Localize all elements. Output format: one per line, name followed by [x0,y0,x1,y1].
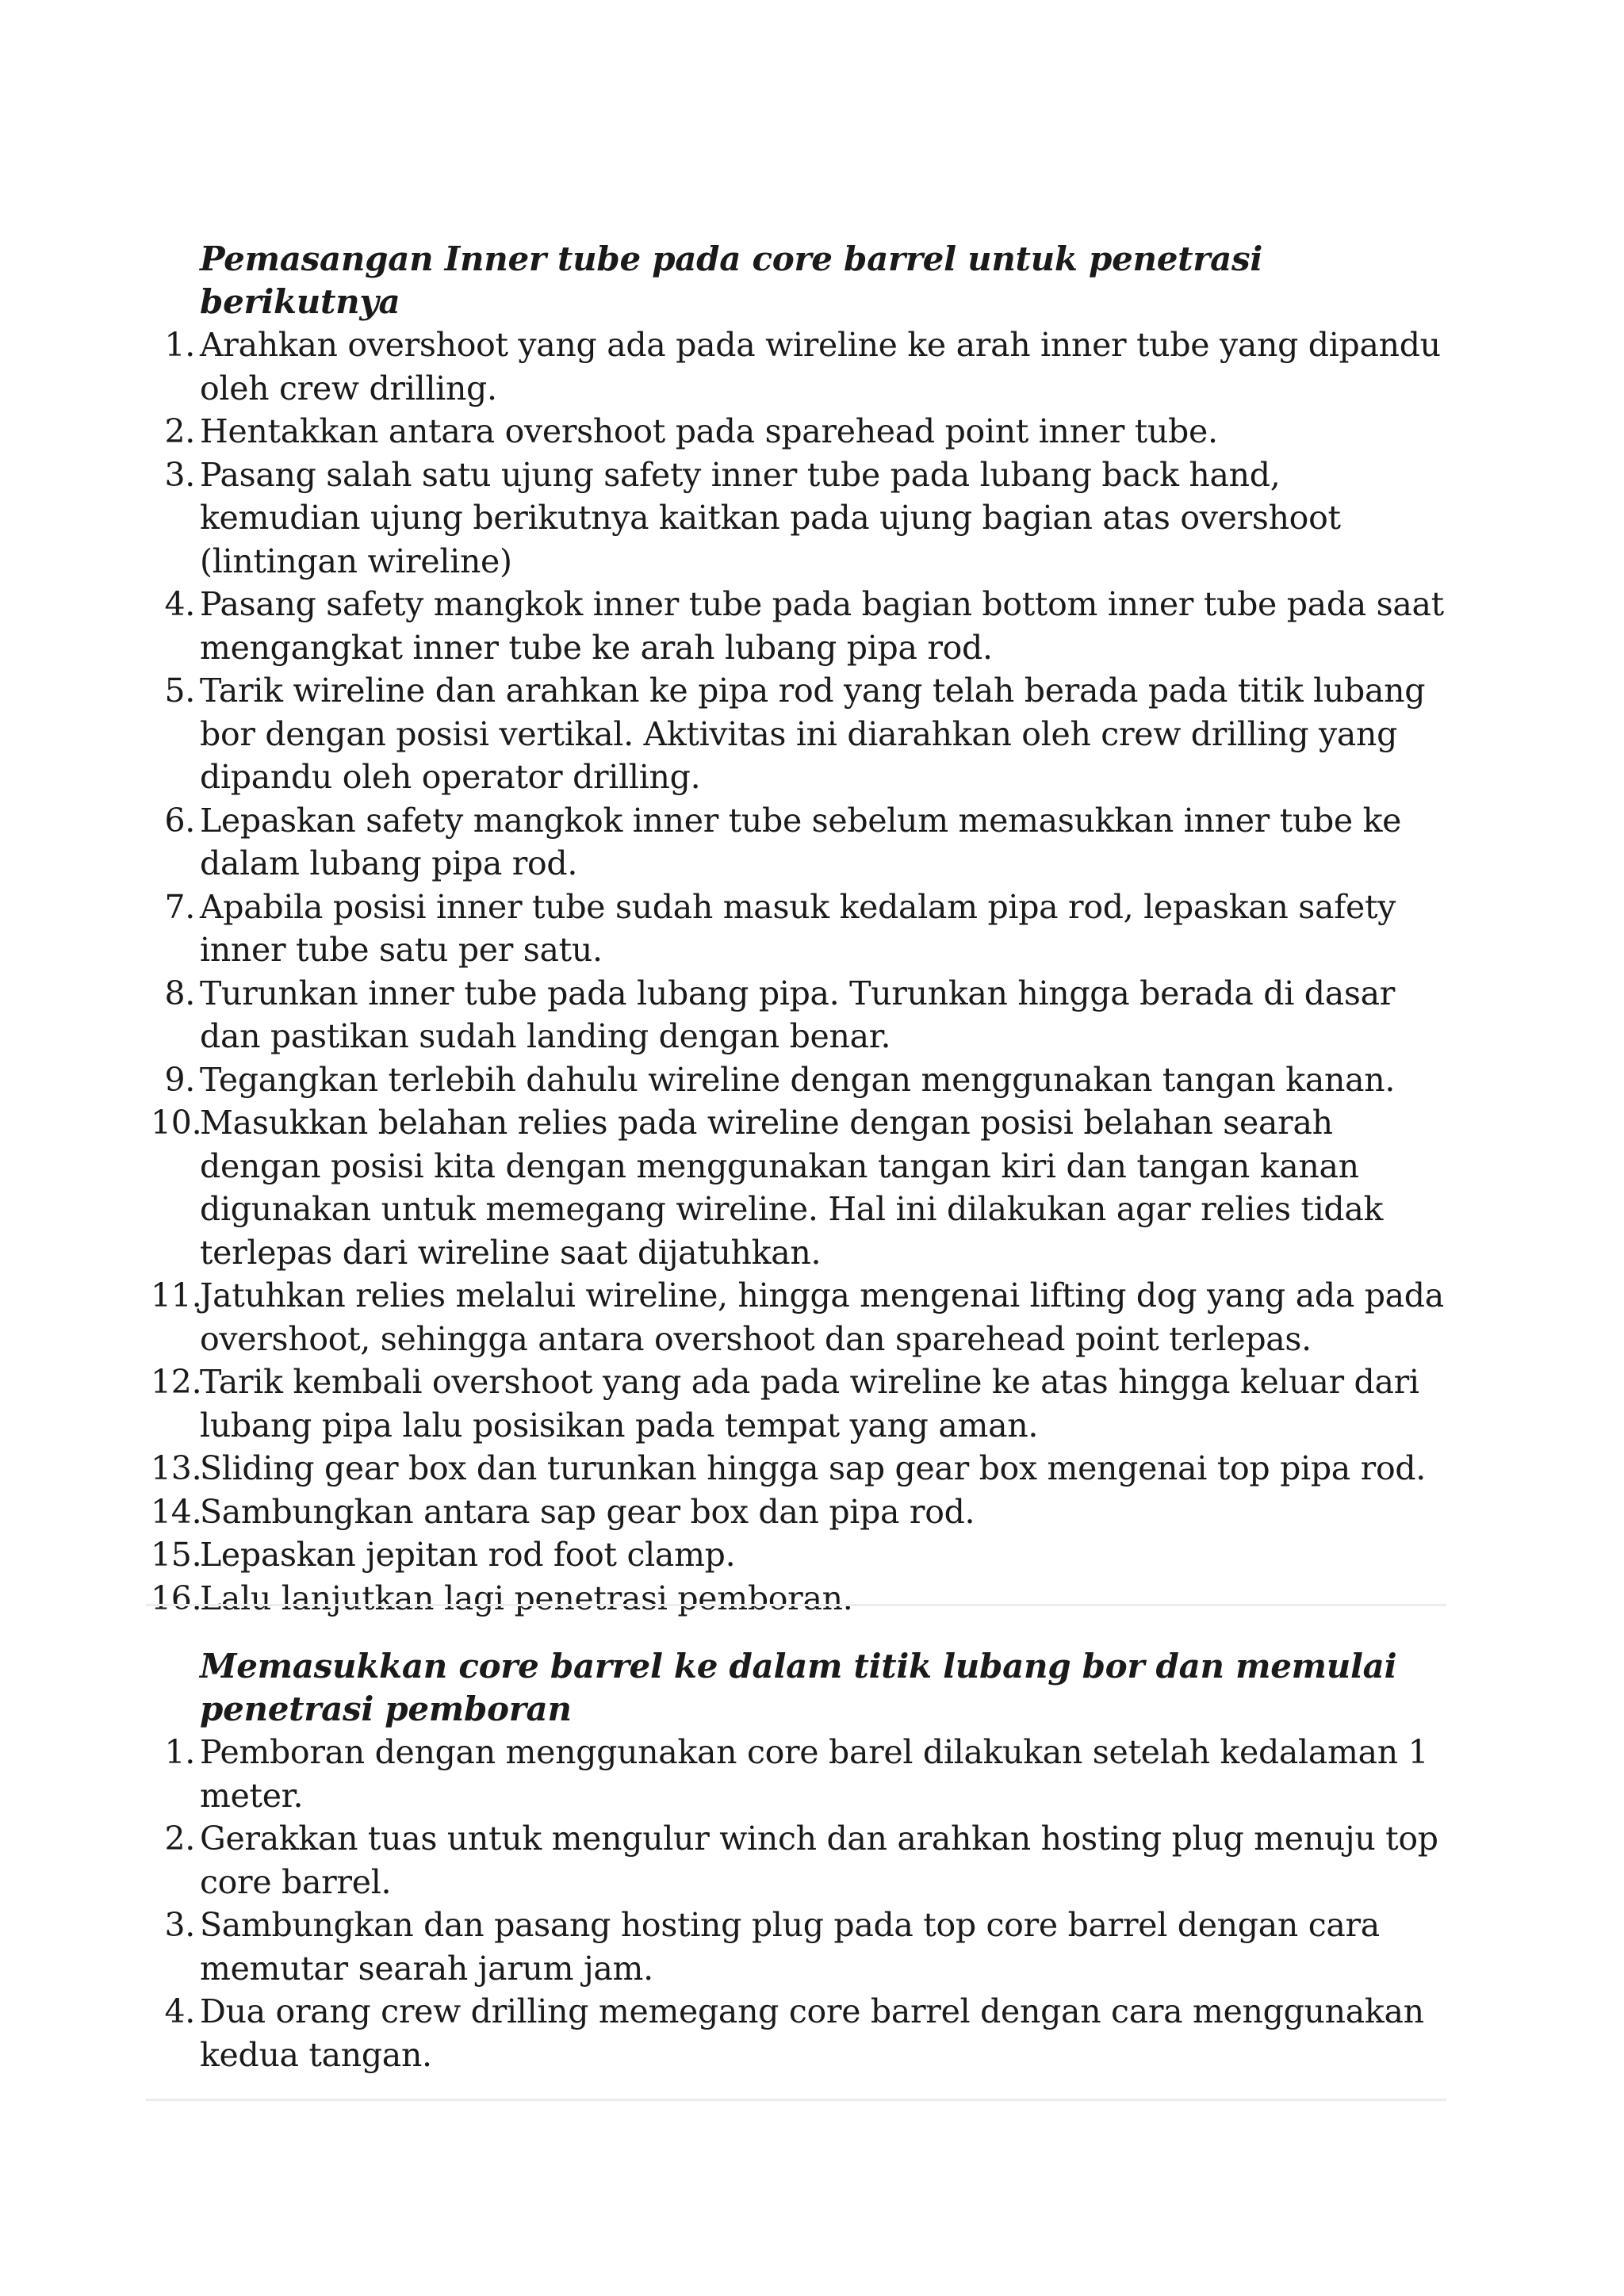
section-inner-tube [146,238,1446,1620]
step-text: Tarik kembali overshoot yang ada pada wireline ke atas hingga keluar dari lubang pipa lalu posisikan pada tempat yang aman. [200,1363,1419,1445]
step-text: Sambungkan dan pasang hosting plug pada top core barrel dengan cara memutar searah jarum jam. [200,1906,1380,1988]
step-list [146,1731,1446,2076]
list-item [146,410,1446,453]
list-item [146,1447,1446,1490]
step-text: Hentakkan antara overshoot pada sparehead point inner tube. [200,412,1218,450]
step-text: Pemboran dengan menggunakan core barel dilakukan setelah kedalaman 1 meter. [200,1733,1429,1815]
section-divider [146,1604,1446,1606]
section-heading: Memasukkan core barrel ke dalam titik lubang bor dan memulai penetrasi pemboran [200,1647,1397,1728]
list-item [146,1101,1446,1274]
list-item [146,669,1446,799]
list-item [146,1533,1446,1577]
step-text: Dua orang crew drilling memegang core barrel dengan cara menggunakan kedua tangan. [200,1992,1424,2074]
step-text: Tarik wireline dan arahkan ke pipa rod yang telah berada pada titik lubang bor dengan posisi vertikal. Aktivitas ini diarahkan oleh crew drilling yang dipandu oleh operator drilling. [200,672,1426,796]
step-number: 15. [151,1536,202,1574]
step-text: Pasang safety mangkok inner tube pada bagian bottom inner tube pada saat mengangkat inner tube ke arah lubang pipa rod. [200,585,1444,667]
section-core-barrel [146,1645,1446,2076]
list-item [146,1990,1446,2076]
step-text: Sambungkan antara sap gear box dan pipa rod. [200,1492,975,1531]
step-number: 5. [164,672,195,710]
step-number: 3. [164,455,195,494]
step-text: Turunkan inner tube pada lubang pipa. Turunkan hingga berada di dasar dan pastikan sudah landing dengan benar. [200,974,1396,1055]
list-item [146,972,1446,1058]
list-item [146,323,1446,410]
list-item [146,886,1446,972]
list-item [146,1058,1446,1102]
step-number: 16. [151,1578,202,1617]
list-item [146,1731,1446,1817]
step-text: Masukkan belahan relies pada wireline dengan posisi belahan searah dengan posisi kita dengan menggunakan tangan kiri dan tangan kanan digunakan untuk memegang wireline. Hal ini dilakukan agar relies tidak terlepas dari wireline saat dijatuhkan. [200,1104,1384,1272]
step-text: Sliding gear box dan turunkan hingga sap gear box mengenai top pipa rod. [200,1449,1427,1487]
step-text: Apabila posisi inner tube sudah masuk kedalam pipa rod, lepaskan safety inner tube satu per satu. [200,887,1396,969]
step-number: 9. [164,1060,195,1099]
step-number: 1. [164,1733,195,1771]
step-number: 4. [164,1992,195,2030]
step-number: 8. [164,974,195,1012]
step-text: Jatuhkan relies melalui wireline, hingga mengenai lifting dog yang ada pada overshoot, sehingga antara overshoot dan sparehead point terlepas. [200,1276,1444,1358]
list-item [146,1577,1446,1621]
step-number: 1. [164,326,195,364]
step-text: Pasang salah satu ujung safety inner tube pada lubang back hand, kemudian ujung berikutnya kaitkan pada ujung bagian atas overshoot (lintingan wireline) [200,455,1341,580]
list-item [146,1490,1446,1534]
step-text: Arahkan overshoot yang ada pada wireline ke arah inner tube yang dipandu oleh crew drilling. [200,326,1441,408]
step-list [146,323,1446,1620]
list-item [146,1817,1446,1904]
step-number: 2. [164,1820,195,1858]
list-item [146,1274,1446,1360]
list-item [146,799,1446,886]
step-text: Tegangkan terlebih dahulu wireline dengan menggunakan tangan kanan. [200,1060,1396,1099]
step-text: Gerakkan tuas untuk mengulur winch dan arahkan hosting plug menuju top core barrel. [200,1820,1438,1901]
step-number: 6. [164,801,195,840]
step-number: 13. [151,1449,202,1487]
step-text: Lalu lanjutkan lagi penetrasi pemboran. [200,1578,853,1617]
step-number: 4. [164,585,195,623]
step-number: 3. [164,1906,195,1944]
list-item [146,1904,1446,1990]
step-number: 10. [151,1104,202,1142]
step-number: 11. [151,1276,202,1314]
list-item [146,453,1446,584]
list-item [146,1360,1446,1447]
section-heading: Pemasangan Inner tube pada core barrel untuk penetrasi berikutnya [200,239,1263,321]
step-number: 12. [151,1363,202,1401]
step-text: Lepaskan jepitan rod foot clamp. [200,1536,736,1574]
step-number: 2. [164,412,195,450]
step-text: Lepaskan safety mangkok inner tube sebelum memasukkan inner tube ke dalam lubang pipa rod. [200,801,1402,882]
step-number: 7. [164,887,195,926]
list-item [146,583,1446,669]
step-number: 14. [151,1492,202,1531]
section-divider [146,2099,1446,2101]
